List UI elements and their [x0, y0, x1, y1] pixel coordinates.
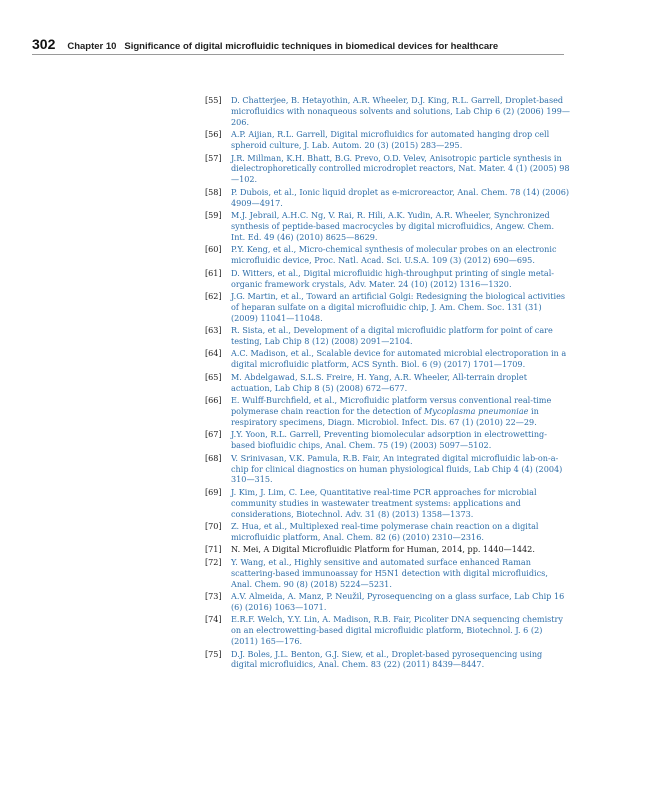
reference-item [205, 210, 570, 243]
reference-item [205, 153, 570, 186]
reference-number: [55] [205, 95, 222, 105]
reference-number: [70] [205, 521, 222, 532]
reference-item [205, 487, 570, 520]
reference-link[interactable]: E.R.F. Welch, Y.Y. Lin, A. Madison, R.B. Fair, Picoliter DNA sequencing chemistry on an electrowetting-based digital microfluidic platform, Biotechnol. J. 6 (2) (2011) 165—176. [231, 614, 564, 647]
reference-item [205, 453, 570, 486]
species-name: Mycoplasma pneumoniae [423, 405, 529, 416]
reference-item [205, 372, 570, 394]
reference-item [205, 187, 570, 209]
reference-item [205, 348, 570, 370]
reference-number: [66] [205, 395, 222, 406]
reference-number: [59] [205, 210, 222, 221]
reference-number: [62] [205, 290, 222, 301]
reference-number: [75] [205, 648, 222, 659]
reference-link[interactable]: A.P. Aijian, R.L. Garrell, Digital microfluidics for automated hanging drop cell spheroid culture, J. Lab. Autom. 20 (3) (2015) 283—295. [231, 129, 550, 151]
reference-link[interactable]: Y. Wang, et al., Highly sensitive and automated surface enhanced Raman scattering-based immunoassay for H5N1 detection with digital microfluidics, Anal. Chem. 90 (8) (2018) 5224—5231. [231, 556, 548, 589]
reference-text-part: E. Wulff-Burchfield, et al., Microfluidic platform versus conventional real-time polymerase chain reaction for the detection of [231, 395, 552, 416]
reference-link[interactable]: V. Srinivasan, V.K. Pamula, R.B. Fair, An integrated digital microfluidic lab-on-a-chip for clinical diagnostics on human physiological fluids, Lab Chip 4 (4) (2004) 310—315. [231, 452, 563, 485]
reference-link[interactable]: M. Abdelgawad, S.L.S. Freire, H. Yang, A.R. Wheeler, All-terrain droplet actuation, Lab Chip 8 (5) (2008) 672—677. [231, 371, 527, 393]
reference-number: [56] [205, 129, 222, 140]
reference-item [205, 429, 570, 451]
reference-link[interactable]: J.G. Martin, et al., Toward an artificial Golgi: Redesigning the biological activities of heparan sulfate on a digital microfluidic chip, J. Am. Chem. Soc. 131 (31) (2009) 11041—11048. [231, 290, 566, 323]
reference-link[interactable]: D.J. Boles, J.L. Benton, G.J. Siew, et al., Droplet-based pyrosequencing using digital microfluidics, Anal. Chem. 83 (22) (2011) 8439—8447. [231, 648, 543, 670]
reference-link[interactable]: R. Sista, et al., Development of a digital microfluidic platform for point of care testing, Lab Chip 8 (12) (2008) 2091—2104. [231, 325, 553, 347]
chapter-title: Chapter 10 Significance of digital microfluidic techniques in biomedical devices for healthcare [67, 41, 499, 52]
reference-number: [67] [205, 429, 222, 440]
reference-link[interactable]: P.Y. Keng, et al., Micro-chemical synthesis of molecular probes on an electronic microfluidic device, Proc. Natl. Acad. Sci. U.S.A. 109 (3) (2012) 690—695. [231, 244, 557, 266]
reference-number: [60] [205, 244, 222, 255]
reference-item [205, 325, 570, 347]
reference-link[interactable]: A.C. Madison, et al., Scalable device for automated microbial electroporation in a digital microfluidic platform, ACS Synth. Biol. 6 (9) (2017) 1701—1709. [231, 348, 567, 370]
reference-number: [71] [205, 544, 222, 555]
reference-number: [69] [205, 486, 222, 497]
reference-item [205, 291, 570, 324]
reference-item [205, 649, 570, 671]
reference-item [205, 268, 570, 290]
reference-link[interactable]: A.V. Almeida, A. Manz, P. Neužil, Pyrosequencing on a glass surface, Lab Chip 16 (6) (2016) 1063—1071. [231, 590, 565, 612]
reference-link[interactable]: D. Chatterjee, B. Hetayothin, A.R. Wheeler, D.J. King, R.L. Garrell, Droplet-based microfluidics with nonaqueous solvents and solutions, Lab Chip 6 (2) (2006) 199—206. [231, 95, 570, 127]
reference-number: [65] [205, 371, 222, 382]
page-number: 302 [32, 36, 56, 52]
reference-item [205, 395, 570, 428]
running-header [32, 36, 564, 55]
reference-item [205, 129, 570, 151]
reference-number: [61] [205, 267, 222, 278]
reference-item [205, 591, 570, 613]
reference-link[interactable] [231, 395, 570, 428]
reference-number: [68] [205, 452, 222, 463]
reference-link[interactable]: M.J. Jebrail, A.H.C. Ng, V. Rai, R. Hili, A.K. Yudin, A.R. Wheeler, Synchronized synthesis of peptide-based macrocycles by digital microfluidics, Angew. Chem. Int. Ed. 49 (46) (2010) 8625—8629. [231, 210, 555, 242]
reference-number: [73] [205, 590, 222, 601]
reference-list [205, 95, 570, 672]
reference-item [205, 544, 570, 555]
reference-text-part: in respiratory specimens, Diagn. Microbiol. Infect. Dis. 67 (1) (2010) 22—29. [231, 405, 539, 427]
reference-number: [58] [205, 186, 222, 197]
reference-item [205, 95, 570, 128]
reference-link[interactable]: J. Kim, J. Lim, C. Lee, Quantitative real-time PCR approaches for microbial community studies in wastewater treatment systems: applications and considerations, Biotechnol. Adv. 31 (8) (2013) 1358—1373. [231, 486, 537, 519]
reference-text: N. Mei, A Digital Microfluidic Platform for Human, 2014, pp. 1440—1442. [231, 544, 535, 555]
reference-link[interactable]: D. Witters, et al., Digital microfluidic high-throughput printing of single metal-organic framework crystals, Adv. Mater. 24 (10) (2012) 1316—1320. [231, 267, 555, 289]
reference-number: [57] [205, 152, 222, 163]
reference-link[interactable]: J.Y. Yoon, R.L. Garrell, Preventing biomolecular adsorption in electrowetting-based biofluidic chips, Anal. Chem. 75 (19) (2003) 5097—5102. [231, 429, 547, 451]
reference-link[interactable]: J.R. Millman, K.H. Bhatt, B.G. Prevo, O.D. Velev, Anisotropic particle synthesis in dielectrophoretically controlled microdroplet reactors, Nat. Mater. 4 (1) (2005) 98—102. [231, 152, 570, 185]
reference-item [205, 614, 570, 647]
reference-item [205, 244, 570, 266]
reference-number: [63] [205, 325, 222, 336]
reference-link[interactable]: P. Dubois, et al., Ionic liquid droplet as e-microreactor, Anal. Chem. 78 (14) (2006) 4909—4917. [231, 186, 570, 208]
reference-item [205, 557, 570, 590]
reference-link[interactable]: Z. Hua, et al., Multiplexed real-time polymerase chain reaction on a digital microfluidic platform, Anal. Chem. 82 (6) (2010) 2310—2316. [231, 521, 539, 542]
reference-item [205, 521, 570, 543]
reference-number: [72] [205, 556, 222, 567]
reference-number: [74] [205, 614, 222, 625]
reference-number: [64] [205, 348, 222, 359]
